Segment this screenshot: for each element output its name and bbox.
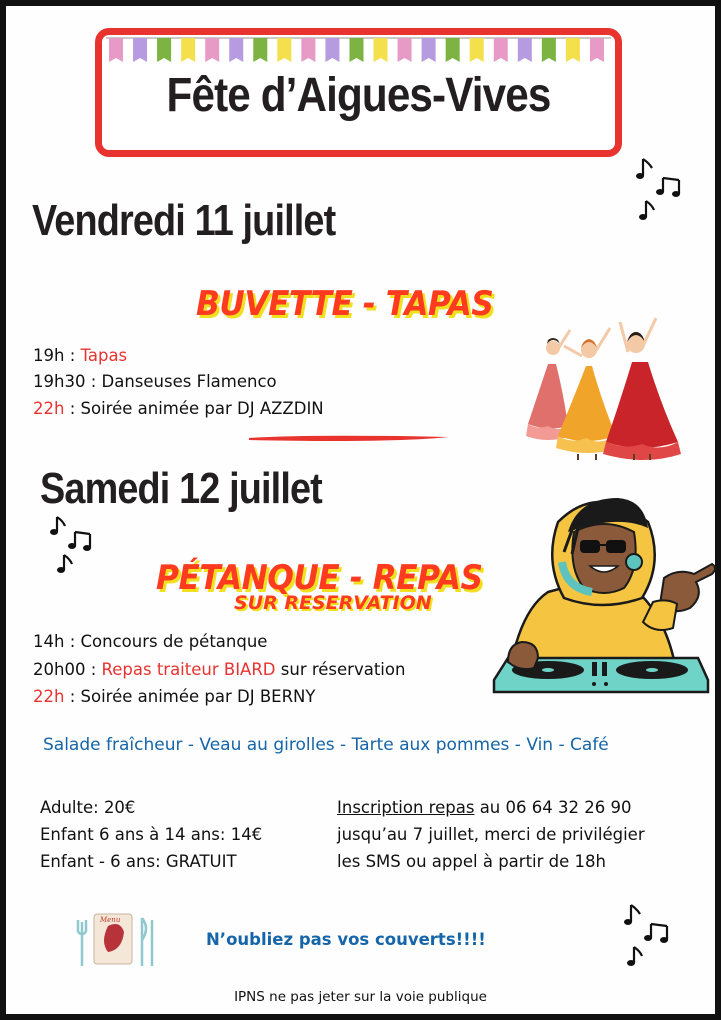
inscription-line-2: jusqu’au 7 juillet, merci de privilégier	[337, 825, 645, 844]
event-time: 19h	[33, 346, 65, 365]
event-text: Tapas	[80, 346, 128, 365]
dj-illustration	[488, 492, 716, 724]
event-time: 22h	[33, 687, 65, 706]
event-time: 20h00	[33, 660, 86, 679]
friday-heading: Vendredi 11 juillet	[32, 196, 336, 245]
separator: :	[85, 372, 102, 391]
bunting-flag	[253, 38, 267, 62]
saturday-headline: PÉTANQUE - REPAS	[156, 558, 483, 598]
event-text: Danseuses Flamenco	[101, 372, 277, 391]
bunting-flag	[470, 38, 484, 62]
bunting-flag	[133, 38, 147, 62]
bunting-flag	[446, 38, 460, 62]
bunting-flag	[518, 38, 532, 62]
bunting-flag	[542, 38, 556, 62]
bunting-flag	[374, 38, 388, 62]
flamenco-dancers-illustration	[526, 304, 686, 462]
bunting-flags-icon	[106, 36, 611, 68]
separator: :	[64, 346, 81, 365]
inscription-line-3: les SMS ou appel à partir de 18h	[337, 852, 606, 871]
bunting-flag	[157, 38, 171, 62]
separator: :	[64, 632, 81, 651]
bunting-flag	[325, 38, 339, 62]
bunting-flag	[229, 38, 243, 62]
saturday-event-3	[33, 687, 315, 706]
bunting-flag	[566, 38, 580, 62]
price-adult: Adulte: 20€	[40, 798, 136, 817]
bunting-flag	[181, 38, 195, 62]
bunting-flag	[349, 38, 363, 62]
event-time: 19h30	[33, 372, 86, 391]
music-notes-icon	[44, 514, 96, 578]
saturday-event-2	[33, 660, 405, 679]
bunting-flag	[590, 38, 604, 62]
bunting-flag	[422, 38, 436, 62]
bunting-flag	[494, 38, 508, 62]
page-title: Fête d’Aigues-Vives	[166, 69, 551, 122]
price-child-6-14: Enfant 6 ans à 14 ans: 14€	[40, 825, 263, 844]
bunting-flag	[398, 38, 412, 62]
reminder-text: N’oubliez pas vos couverts!!!!	[206, 930, 486, 949]
event-text: Concours de pétanque	[80, 632, 268, 651]
music-notes-icon	[618, 902, 674, 972]
bunting-flag	[205, 38, 219, 62]
inscription-label: Inscription repas	[337, 798, 475, 817]
menu-cutlery-icon	[72, 908, 158, 970]
event-text: Soirée animée par DJ AZZDIN	[80, 399, 324, 418]
bunting-flag	[109, 38, 123, 62]
event-text: Soirée animée par DJ BERNY	[80, 687, 316, 706]
bunting-flag	[277, 38, 291, 62]
inscription-phone: au 06 64 32 26 90	[474, 798, 632, 817]
separator: :	[85, 660, 102, 679]
friday-event-2	[33, 372, 277, 391]
svg-text:Menu: Menu	[100, 916, 121, 924]
event-text: Repas traiteur BIARD	[101, 660, 276, 679]
price-child-under-6: Enfant - 6 ans: GRATUIT	[40, 852, 237, 871]
saturday-event-1	[33, 632, 267, 651]
bunting-flag	[301, 38, 315, 62]
separator: :	[64, 399, 81, 418]
music-notes-icon	[630, 156, 686, 226]
friday-event-1	[33, 346, 127, 365]
event-time: 22h	[33, 399, 65, 418]
separator: :	[64, 687, 81, 706]
event-suffix: sur réservation	[275, 660, 406, 679]
event-time: 14h	[33, 632, 65, 651]
friday-headline: BUVETTE - TAPAS	[196, 284, 494, 324]
saturday-heading: Samedi 12 juillet	[40, 464, 322, 513]
menu-list: Salade fraîcheur - Veau au girolles - Tarte aux pommes - Vin - Café	[43, 735, 609, 755]
saturday-subheadline: SUR RESERVATION	[234, 592, 432, 614]
inscription-line-1	[337, 794, 631, 822]
friday-event-3	[33, 399, 324, 418]
divider-stroke	[249, 434, 450, 442]
footer-notice: IPNS ne pas jeter sur la voie publique	[234, 989, 487, 1005]
